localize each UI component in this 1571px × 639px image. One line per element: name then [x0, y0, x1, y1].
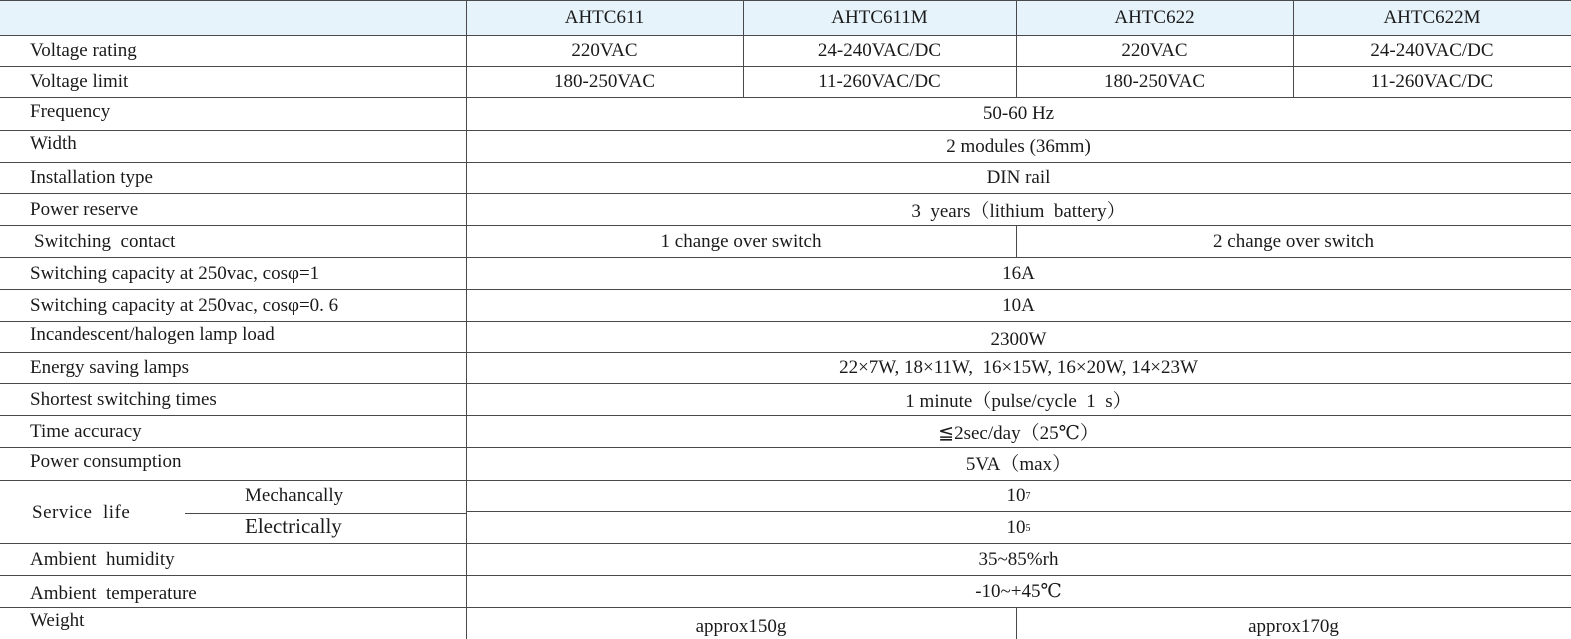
value-switching-contact-double: 2 change over switch [1213, 230, 1374, 252]
label-lamp-load: Incandescent/halogen lamp load [30, 324, 275, 345]
label-ambient-humidity: Ambient humidity [30, 548, 175, 570]
label-width: Width [30, 133, 77, 154]
label-weight: Weight [30, 610, 85, 631]
value-voltage-rating-ahtc622: 220VAC [1121, 39, 1188, 61]
value-installation-type: DIN rail [986, 167, 1051, 188]
value-ambient-humidity: 35~85%rh [978, 548, 1059, 570]
row-service-life [0, 481, 1571, 544]
value-width: 2 modules (36mm) [946, 135, 1091, 157]
label-frequency: Frequency [30, 101, 111, 122]
row-installation-type [0, 163, 1571, 194]
value-voltage-limit-ahtc611m: 11-260VAC/DC [818, 71, 941, 92]
value-frequency: 50-60 Hz [982, 103, 1055, 124]
model-ahtc622m: AHTC622M [1383, 7, 1481, 28]
value-energy-saving-lamps: 22×7W, 18×11W, 16×15W, 16×20W, 14×23W [839, 357, 1198, 378]
value-ambient-temperature: -10~+45℃ [975, 581, 1062, 602]
value-voltage-rating-ahtc611: 220VAC [571, 39, 638, 61]
value-electrically [466, 513, 1571, 543]
value-mechanically [466, 481, 1571, 512]
value-switching-capacity-1: 16A [1002, 262, 1035, 284]
row-ambient-temperature [0, 576, 1571, 608]
value-voltage-limit-ahtc622: 180-250VAC [1104, 71, 1205, 92]
label-ambient-temperature: Ambient temperature [30, 583, 197, 604]
row-weight [0, 608, 1571, 639]
value-voltage-rating-ahtc611m: 24-240VAC/DC [817, 39, 942, 61]
label-voltage-limit: Voltage limit [30, 71, 129, 92]
label-time-accuracy: Time accuracy [30, 420, 142, 442]
row-voltage-limit [0, 67, 1571, 98]
value-voltage-rating-ahtc622m: 24-240VAC/DC [1370, 39, 1494, 61]
model-ahtc622: AHTC622 [1114, 7, 1195, 28]
service-life-sub-divider [185, 513, 466, 514]
row-switching-capacity-1 [0, 258, 1571, 290]
value-shortest-switching: 1 minute（pulse/cycle 1 s） [905, 391, 1132, 412]
value-power-reserve: 3 years（lithium battery） [911, 201, 1126, 222]
label-shortest-switching: Shortest switching times [30, 388, 217, 410]
label-installation-type: Installation type [30, 167, 153, 188]
label-voltage-rating: Voltage rating [30, 39, 137, 61]
row-lamp-load [0, 322, 1571, 353]
label-switching-contact: Switching contact [34, 230, 176, 252]
value-weight-single: approx150g [695, 616, 787, 637]
row-switching-capacity-06 [0, 290, 1571, 322]
header-row [0, 0, 1571, 36]
label-mechanically: Mechancally [245, 485, 344, 506]
row-energy-saving-lamps [0, 353, 1571, 384]
value-lamp-load: 2300W [990, 329, 1047, 350]
label-electrically: Electrically [245, 514, 342, 538]
label-switching-capacity-1: Switching capacity at 250vac, cosφ=1 [30, 262, 320, 284]
row-ambient-humidity [0, 544, 1571, 576]
row-shortest-switching [0, 384, 1571, 416]
elec-exponent: 5 [1025, 522, 1031, 534]
mech-base: 10 [1006, 485, 1026, 506]
row-switching-contact [0, 226, 1571, 258]
row-width [0, 131, 1571, 163]
row-power-consumption [0, 448, 1571, 481]
row-voltage-rating [0, 35, 1571, 67]
model-ahtc611: AHTC611 [564, 7, 645, 28]
mech-exponent: 7 [1025, 490, 1031, 502]
value-power-consumption: 5VA（max） [965, 454, 1072, 475]
model-ahtc611m: AHTC611M [831, 7, 928, 28]
row-power-reserve [0, 194, 1571, 226]
value-switching-contact-single: 1 change over switch [660, 230, 822, 252]
elec-base: 10 [1006, 517, 1026, 538]
label-service-life: Service life [32, 502, 131, 523]
label-energy-saving-lamps: Energy saving lamps [30, 357, 190, 378]
label-power-consumption: Power consumption [30, 451, 182, 472]
value-time-accuracy: ≦2sec/day（25℃） [938, 423, 1099, 444]
value-voltage-limit-ahtc622m: 11-260VAC/DC [1370, 71, 1494, 92]
value-voltage-limit-ahtc611: 180-250VAC [554, 71, 655, 92]
row-time-accuracy [0, 416, 1571, 448]
label-switching-capacity-06: Switching capacity at 250vac, cosφ=0. 6 [30, 294, 339, 316]
value-switching-capacity-06: 10A [1002, 294, 1035, 316]
value-weight-double: approx170g [1248, 616, 1339, 637]
row-frequency [0, 98, 1571, 131]
label-power-reserve: Power reserve [30, 198, 139, 220]
